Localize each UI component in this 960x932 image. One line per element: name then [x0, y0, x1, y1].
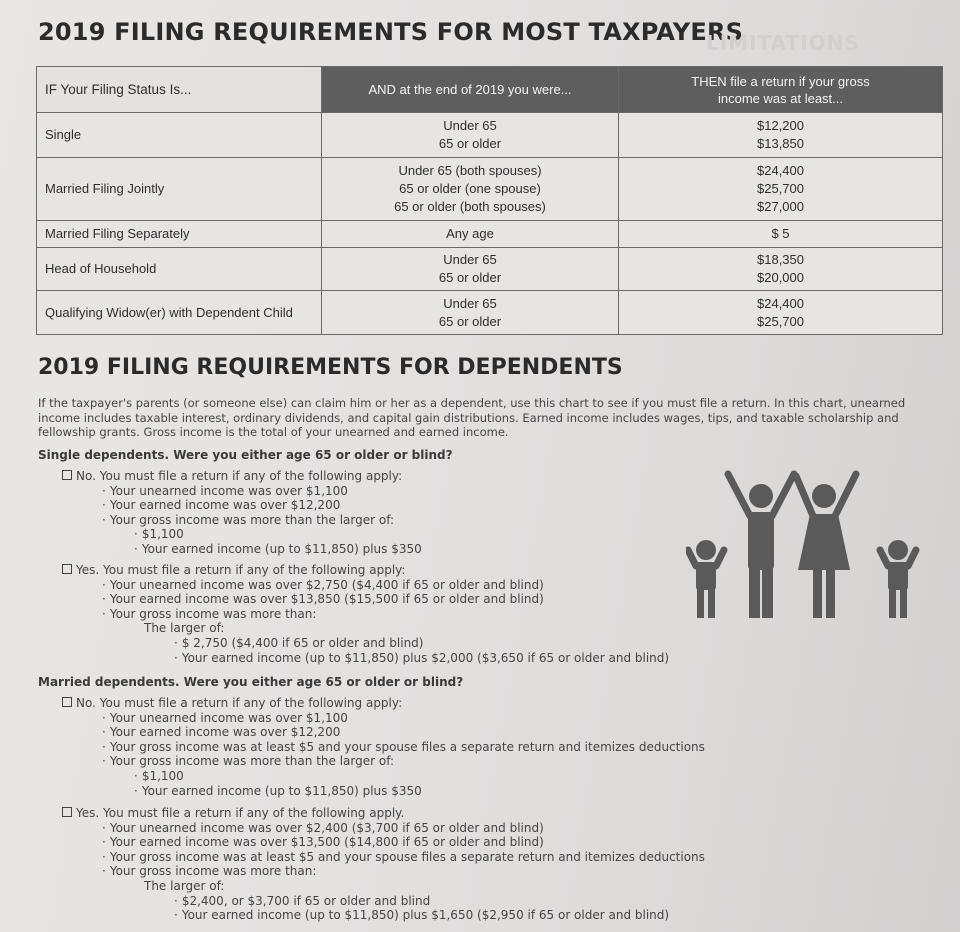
line-text: Your gross income was more than: [109, 606, 317, 621]
dependents-intro: If the taxpayer's parents (or someone else) can claim him or her as a dependent, use this chart to see if you must file a return. In this chart, unearned income includes taxable interest, ordinary dividends, and capital gain distributions. Earned income includes wages, tips, and taxable scholarship and fellowship grants. Gross income is the total of your unearned and earned income. [38, 396, 906, 439]
checkbox-icon [62, 564, 72, 574]
criteria-line [62, 784, 705, 799]
bullet-icon: · [174, 908, 178, 923]
bullet-icon: · [102, 592, 106, 607]
bullet-icon: · [102, 512, 106, 527]
criteria-line [62, 651, 669, 666]
bullet-icon: · [102, 725, 106, 740]
amount-line: $25,700 [757, 313, 804, 329]
age-cell [322, 113, 619, 158]
family-icon [686, 466, 920, 620]
bullet-icon: · [102, 864, 106, 879]
line-text: $1,100 [141, 527, 184, 542]
line-text: Your unearned income was over $1,100 [109, 710, 348, 725]
amount-line: $13,850 [757, 136, 804, 151]
amount-cell [619, 113, 943, 158]
criteria-line [62, 542, 422, 557]
line-text: Yes. You must file a return if any of the following apply. [76, 806, 405, 820]
answer-lead-line [62, 806, 705, 821]
age-cell [322, 221, 619, 248]
bullet-icon: · [134, 783, 138, 798]
status-cell: Single [37, 113, 322, 158]
amount-line: $20,000 [757, 270, 804, 285]
status-cell: Head of Household [37, 248, 322, 291]
amount-line: $24,400 [757, 163, 804, 178]
married-yes-block [62, 806, 705, 923]
criteria-line [62, 894, 705, 909]
single-yes-block [62, 563, 669, 665]
criteria-line [62, 636, 669, 651]
status-cell: Qualifying Widow(er) with Dependent Child [37, 291, 322, 335]
table-row [37, 248, 943, 291]
line-text: Your gross income was more than the larger of: [109, 754, 395, 769]
answer-lead-line [62, 563, 669, 578]
bullet-icon: · [102, 498, 106, 513]
bullet-icon: · [102, 710, 106, 725]
age-line: Under 65 (both spouses) [398, 163, 542, 178]
dependents-heading: 2019 FILING REQUIREMENTS FOR DEPENDENTS [38, 355, 623, 380]
table-row [37, 291, 943, 335]
answer-lead-line [62, 469, 422, 484]
line-text: Your earned income was over $13,850 ($15,500 if 65 or older and blind) [109, 592, 544, 607]
bullet-icon: · [102, 739, 106, 754]
amount-line: $25,700 [757, 181, 804, 196]
criteria-line [62, 740, 705, 755]
bullet-icon: · [174, 635, 178, 650]
criteria-line [62, 498, 422, 513]
criteria-line [62, 821, 705, 836]
criteria-line [62, 725, 705, 740]
status-cell: Married Filing Separately [37, 221, 322, 248]
answer-lead-line [62, 696, 705, 711]
amount-cell [619, 291, 943, 335]
criteria-line [62, 879, 705, 894]
header-gross-income-line: THEN file a return if your gross [691, 73, 870, 89]
age-cell [322, 291, 619, 335]
amount-line: $ 5 [771, 226, 790, 241]
line-text: Your gross income was more than: [109, 864, 317, 879]
line-text: Your gross income was at least $5 and your spouse files a separate return and itemizes deductions [109, 739, 705, 754]
line-text: Your earned income (up to $11,850) plus $1,650 ($2,950 if 65 or older and blind) [181, 908, 670, 923]
line-text: Your gross income was at least $5 and your spouse files a separate return and itemizes deductions [109, 849, 705, 864]
status-cell: Married Filing Jointly [37, 158, 322, 221]
bullet-icon: · [102, 577, 106, 592]
header-age: AND at the end of 2019 you were... [322, 67, 619, 113]
header-gross-income [619, 67, 943, 113]
criteria-line [62, 769, 705, 784]
age-line: Under 65 [443, 252, 497, 267]
line-text: $ 2,750 ($4,400 if 65 or older and blind) [181, 635, 424, 650]
criteria-line [62, 621, 669, 636]
bullet-icon: · [102, 849, 106, 864]
criteria-line [62, 513, 422, 528]
married-no-block [62, 696, 705, 798]
bullet-icon: · [134, 527, 138, 542]
age-line: Under 65 [443, 118, 497, 133]
bullet-icon: · [102, 483, 106, 498]
age-line: 65 or older [438, 313, 502, 329]
bullet-icon: · [102, 820, 106, 835]
bullet-icon: · [102, 606, 106, 621]
bullet-icon: · [102, 835, 106, 850]
criteria-line [62, 484, 422, 499]
age-line: 65 or older [438, 136, 502, 151]
line-text: The larger of: [144, 621, 225, 636]
single-no-block [62, 469, 422, 557]
amount-cell [619, 248, 943, 291]
amount-line: $18,350 [757, 252, 804, 267]
bullet-icon: · [174, 893, 178, 908]
amount-line: $12,200 [757, 118, 804, 133]
line-text: Your gross income was more than the larger of: [109, 512, 395, 527]
amount-line: $24,400 [757, 295, 804, 311]
table-row [37, 221, 943, 248]
age-line: 65 or older (one spouse) [399, 181, 541, 196]
married-dependents-question: Married dependents. Were you either age 65 or older or blind? [38, 675, 464, 689]
line-text: Your earned income (up to $11,850) plus $2,000 ($3,650 if 65 or older and blind) [181, 650, 670, 665]
criteria-line [62, 578, 669, 593]
page-title: 2019 FILING REQUIREMENTS FOR MOST TAXPAYERS [38, 18, 744, 46]
bullet-icon: · [134, 541, 138, 556]
bullet-icon: · [174, 650, 178, 665]
line-text: Your earned income was over $12,200 [109, 498, 341, 513]
age-line: Any age [446, 226, 494, 241]
amount-cell [619, 158, 943, 221]
table-row [37, 113, 943, 158]
criteria-line [62, 527, 422, 542]
criteria-line [62, 754, 705, 769]
criteria-line [62, 850, 705, 865]
line-text: Your unearned income was over $2,750 ($4,400 if 65 or older and blind) [109, 577, 544, 592]
criteria-line [62, 711, 705, 726]
line-text: No. You must file a return if any of the following apply: [76, 696, 403, 710]
age-line: Under 65 [443, 295, 497, 311]
criteria-line [62, 908, 705, 923]
filing-requirements-table [36, 66, 943, 335]
amount-cell [619, 221, 943, 248]
line-text: Your earned income (up to $11,850) plus $350 [141, 783, 422, 798]
line-text: The larger of: [144, 878, 225, 893]
criteria-line [62, 607, 669, 622]
line-text: $2,400, or $3,700 if 65 or older and blind [181, 893, 431, 908]
bullet-icon: · [134, 768, 138, 783]
checkbox-icon [62, 470, 72, 480]
line-text: No. You must file a return if any of the following apply: [76, 469, 403, 483]
line-text: Your earned income (up to $11,850) plus $350 [141, 541, 422, 556]
single-dependents-question: Single dependents. Were you either age 65 or older or blind? [38, 448, 453, 462]
table-row [37, 158, 943, 221]
line-text: Your earned income was over $13,500 ($14,800 if 65 or older and blind) [109, 835, 544, 850]
criteria-line [62, 864, 705, 879]
line-text: Your unearned income was over $1,100 [109, 483, 348, 498]
amount-line: $27,000 [757, 199, 804, 214]
checkbox-icon [62, 697, 72, 707]
bullet-icon: · [102, 754, 106, 769]
age-line: 65 or older [438, 270, 502, 285]
criteria-line [62, 835, 705, 850]
checkbox-icon [62, 807, 72, 817]
line-text: $1,100 [141, 768, 184, 783]
bleed-through-text: LIMITATIONS [706, 31, 860, 55]
criteria-line [62, 592, 669, 607]
header-gross-income-line: income was at least... [718, 90, 843, 106]
age-cell [322, 248, 619, 291]
age-line: 65 or older (both spouses) [394, 199, 546, 214]
line-text: Your unearned income was over $2,400 ($3,700 if 65 or older and blind) [109, 820, 544, 835]
table-header-row [37, 67, 943, 113]
line-text: Your earned income was over $12,200 [109, 725, 341, 740]
header-filing-status: IF Your Filing Status Is... [37, 67, 322, 113]
line-text: Yes. You must file a return if any of the following apply: [76, 563, 406, 577]
age-cell [322, 158, 619, 221]
